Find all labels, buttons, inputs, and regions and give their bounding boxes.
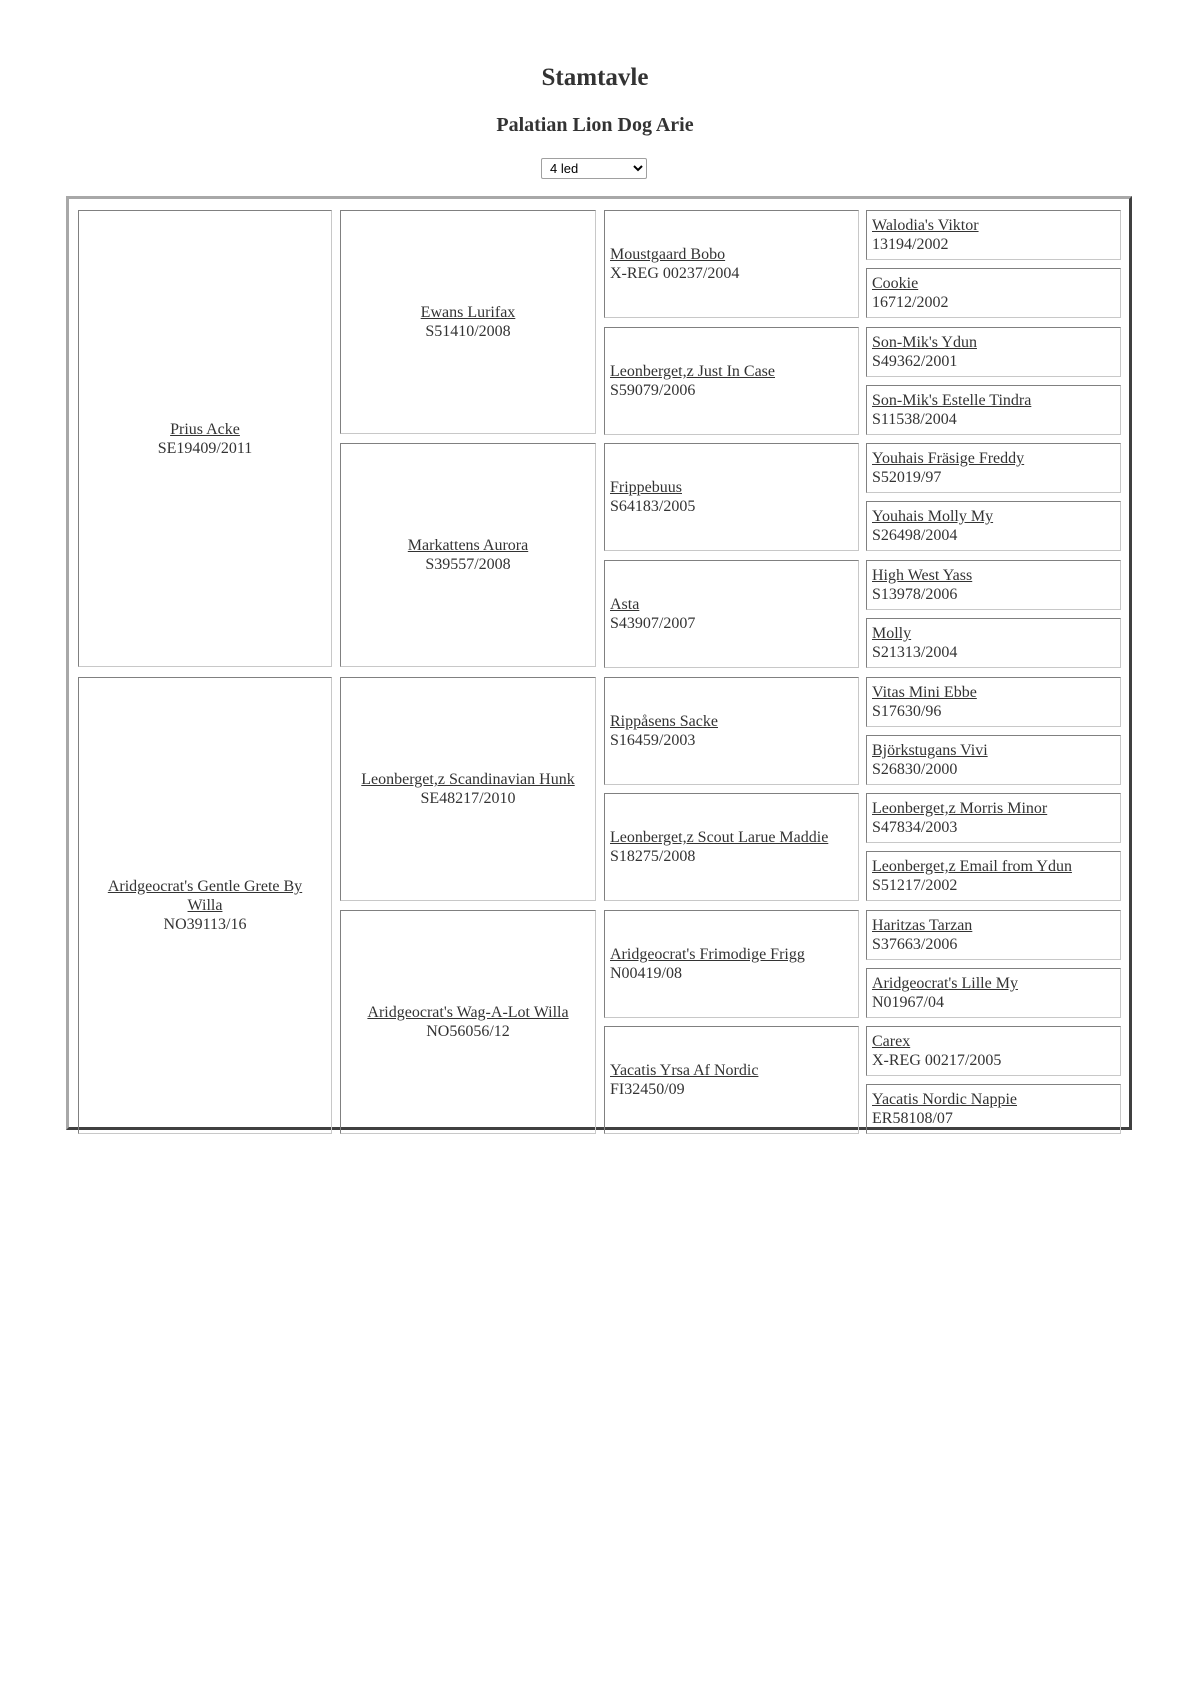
pedigree-cell-gen4 xyxy=(866,793,1121,843)
registration-number: ER58108/07 xyxy=(872,1110,953,1127)
pedigree-cell-gen3 xyxy=(604,910,859,1018)
dog-name: Palatian Lion Dog Arie xyxy=(496,114,694,136)
registration-number: S26830/2000 xyxy=(872,761,958,778)
dog-link[interactable]: Aridgeocrat's Frimodige Frigg xyxy=(610,946,805,963)
dog-link[interactable]: Yacatis Yrsa Af Nordic xyxy=(610,1062,759,1079)
pedigree-cell-gen3 xyxy=(604,793,859,901)
registration-number: NO39113/16 xyxy=(163,916,247,933)
pedigree-cell-gen4 xyxy=(866,618,1121,668)
pedigree-cell-gen4 xyxy=(866,560,1121,610)
dog-link[interactable]: Haritzas Tarzan xyxy=(872,917,973,934)
registration-number: N00419/08 xyxy=(610,965,682,982)
registration-number: FI32450/09 xyxy=(610,1081,685,1098)
registration-number: SE48217/2010 xyxy=(420,790,516,807)
dog-link[interactable]: Prius Acke xyxy=(170,420,240,438)
dog-link[interactable]: Leonberget,z Scout Larue Maddie xyxy=(610,829,829,846)
dog-link[interactable]: High West Yass xyxy=(872,567,973,584)
pedigree-cell-gen2 xyxy=(340,677,596,901)
pedigree-cell-gen3 xyxy=(604,677,859,785)
dog-link[interactable]: Moustgaard Bobo xyxy=(610,246,726,263)
registration-number: S47834/2003 xyxy=(872,819,958,836)
dog-link[interactable]: Leonberget,z Morris Minor xyxy=(872,800,1048,817)
pedigree-cell-gen4 xyxy=(866,501,1121,551)
dog-link[interactable]: Son-Mik's Estelle Tindra xyxy=(872,392,1032,409)
dog-link[interactable]: Frippebuus xyxy=(610,479,682,496)
pedigree-cell-gen4 xyxy=(866,910,1121,960)
pedigree-cell-gen4 xyxy=(866,327,1121,377)
registration-number: S59079/2006 xyxy=(610,382,696,399)
registration-number: S11538/2004 xyxy=(872,411,957,428)
registration-number: S18275/2008 xyxy=(610,848,696,865)
dog-link[interactable]: Aridgeocrat's Lille My xyxy=(872,975,1018,992)
pedigree-cell-gen4 xyxy=(866,735,1121,785)
dog-link[interactable]: Molly xyxy=(872,625,912,642)
dog-link[interactable]: Leonberget,z Email from Ydun xyxy=(872,858,1072,875)
generations-select[interactable] xyxy=(541,158,647,179)
registration-number: SE19409/2011 xyxy=(157,439,253,457)
dog-link[interactable]: Aridgeocrat's Gentle Grete By Willa xyxy=(107,878,303,914)
registration-number: S26498/2004 xyxy=(872,527,958,544)
registration-number: 13194/2002 xyxy=(872,236,949,253)
dog-link[interactable]: Leonberget,z Just In Case xyxy=(610,363,775,380)
pedigree-cell-gen3 xyxy=(604,210,859,318)
pedigree-cell-gen2 xyxy=(340,910,596,1134)
pedigree-cell-gen3 xyxy=(604,327,859,435)
dog-link[interactable]: Leonberget,z Scandinavian Hunk xyxy=(361,771,575,788)
dog-link[interactable]: Youhais Fräsige Freddy xyxy=(872,450,1025,467)
registration-number: N01967/04 xyxy=(872,994,944,1011)
registration-number: S21313/2004 xyxy=(872,644,958,661)
dog-link[interactable]: Vitas Mini Ebbe xyxy=(872,684,977,701)
dog-link[interactable]: Walodia's Viktor xyxy=(872,217,979,234)
pedigree-cell-gen2 xyxy=(340,443,596,667)
pedigree-cell-gen4 xyxy=(866,385,1121,435)
pedigree-cell-gen3 xyxy=(604,560,859,668)
registration-number: S49362/2001 xyxy=(872,353,958,370)
dog-link[interactable]: Ewans Lurifax xyxy=(420,304,516,321)
pedigree-cell-gen4 xyxy=(866,968,1121,1018)
registration-number: S37663/2006 xyxy=(872,936,958,953)
registration-number: S39557/2008 xyxy=(425,556,511,573)
dog-link[interactable]: Asta xyxy=(610,596,640,613)
registration-number: NO56056/12 xyxy=(426,1023,510,1040)
pedigree-cell-gen4 xyxy=(866,210,1121,260)
pedigree-cell-gen4 xyxy=(866,1084,1121,1134)
dog-link[interactable]: Rippåsens Sacke xyxy=(610,713,718,730)
registration-number: 16712/2002 xyxy=(872,294,949,311)
dog-link[interactable]: Yacatis Nordic Nappie xyxy=(872,1091,1018,1108)
registration-number: S43907/2007 xyxy=(610,615,696,632)
registration-number: S51410/2008 xyxy=(425,323,511,340)
registration-number: S52019/97 xyxy=(872,469,942,486)
pedigree-cell-gen2 xyxy=(340,210,596,434)
dog-link[interactable]: Carex xyxy=(872,1033,911,1050)
registration-number: S13978/2006 xyxy=(872,586,958,603)
pedigree-cell-gen1-sire xyxy=(78,210,332,667)
pedigree-cell-gen3 xyxy=(604,1026,859,1134)
registration-number: S16459/2003 xyxy=(610,732,696,749)
pedigree-cell-gen4 xyxy=(866,443,1121,493)
dog-link[interactable]: Son-Mik's Ydun xyxy=(872,334,977,351)
registration-number: S51217/2002 xyxy=(872,877,958,894)
dog-link[interactable]: Aridgeocrat's Wag-A-Lot Willa xyxy=(367,1004,569,1021)
registration-number: X-REG 00237/2004 xyxy=(610,265,740,282)
dog-link[interactable]: Markattens Aurora xyxy=(407,537,529,554)
pedigree-cell-gen4 xyxy=(866,268,1121,318)
registration-number: X-REG 00217/2005 xyxy=(872,1052,1002,1069)
dog-link[interactable]: Youhais Molly My xyxy=(872,508,994,525)
pedigree-cell-gen4 xyxy=(866,677,1121,727)
page-title: Stamtavle xyxy=(541,64,649,91)
pedigree-cell-gen4 xyxy=(866,851,1121,901)
dog-link[interactable]: Björkstugans Vivi xyxy=(872,742,988,759)
registration-number: S17630/96 xyxy=(872,703,942,720)
pedigree-cell-gen3 xyxy=(604,443,859,551)
registration-number: S64183/2005 xyxy=(610,498,696,515)
dog-link[interactable]: Cookie xyxy=(872,275,919,292)
pedigree-cell-gen1-dam xyxy=(78,677,332,1134)
pedigree-cell-gen4 xyxy=(866,1026,1121,1076)
